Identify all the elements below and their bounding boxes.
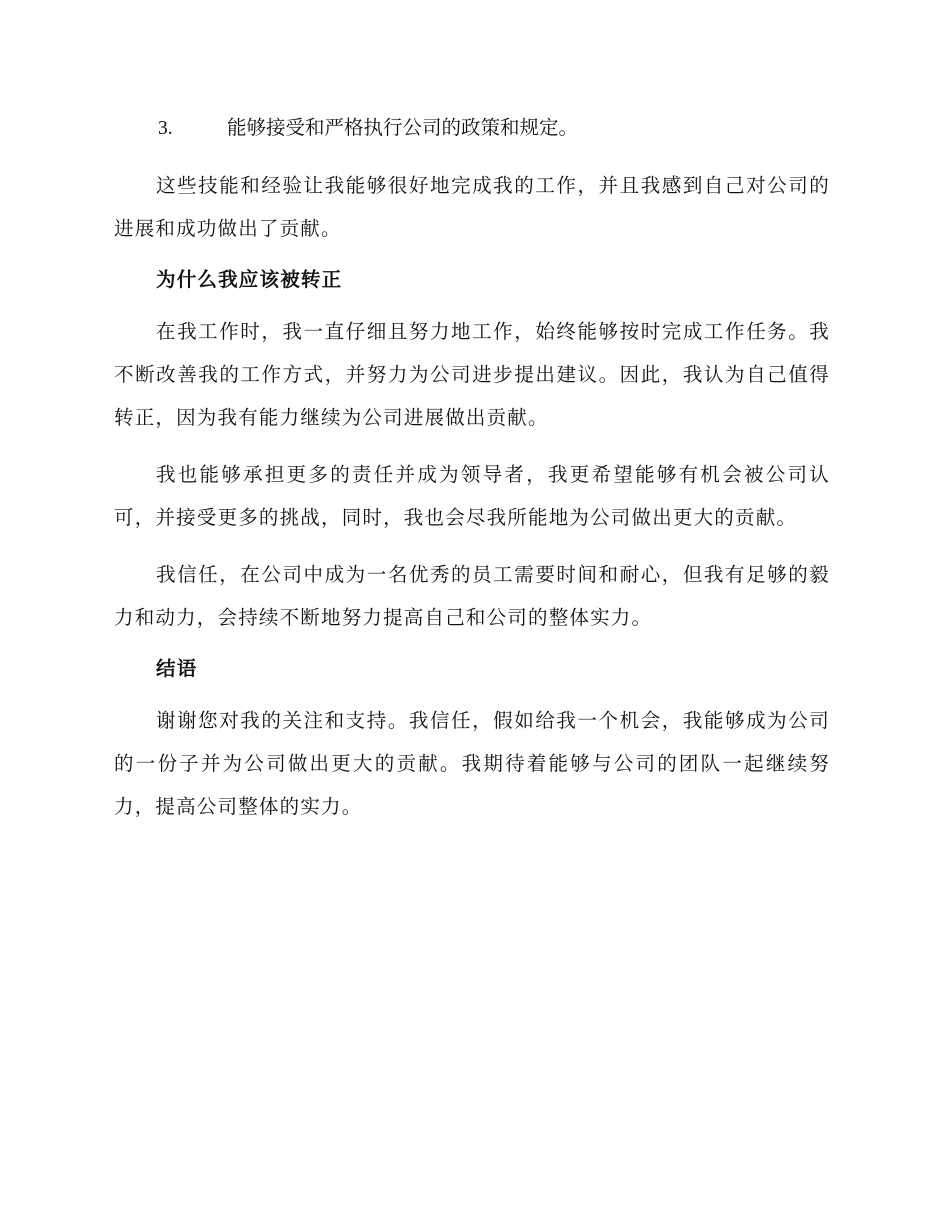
document-body bbox=[114, 112, 830, 842]
paragraph-responsibility: 我也能够承担更多的责任并成为领导者，我更希望能够有机会被公司认可，并接受更多的挑战，同时，我也会尽我所能地为公司做出更大的贡献。 bbox=[114, 463, 830, 529]
section-heading-conclusion: 结语 bbox=[156, 657, 198, 680]
paragraph-work-attitude: 在我工作时，我一直仔细且努力地工作，始终能够按时完成工作任务。我不断改善我的工作方式，并努力为公司进步提出建议。因此，我认为自己值得转正，因为我有能力继续为公司进展做出贡献。 bbox=[114, 320, 830, 429]
paragraph-skills-summary: 这些技能和经验让我能够很好地完成我的工作，并且我感到自己对公司的进展和成功做出了贡献。 bbox=[114, 174, 830, 240]
section-heading-why-promote: 为什么我应该被转正 bbox=[156, 268, 343, 291]
paragraph-conclusion: 谢谢您对我的关注和支持。我信任，假如给我一个机会，我能够成为公司的一份子并为公司做出更大的贡献。我期待着能够与公司的团队一起继续努力，提高公司整体的实力。 bbox=[114, 709, 830, 818]
list-item-text: 能够接受和严格执行公司的政策和规定。 bbox=[227, 116, 579, 139]
list-item-number: 3. bbox=[158, 118, 173, 139]
list-item-3 bbox=[114, 112, 830, 144]
paragraph-perseverance: 我信任，在公司中成为一名优秀的员工需要时间和耐心，但我有足够的毅力和动力，会持续不断地努力提高自己和公司的整体实力。 bbox=[114, 563, 830, 629]
